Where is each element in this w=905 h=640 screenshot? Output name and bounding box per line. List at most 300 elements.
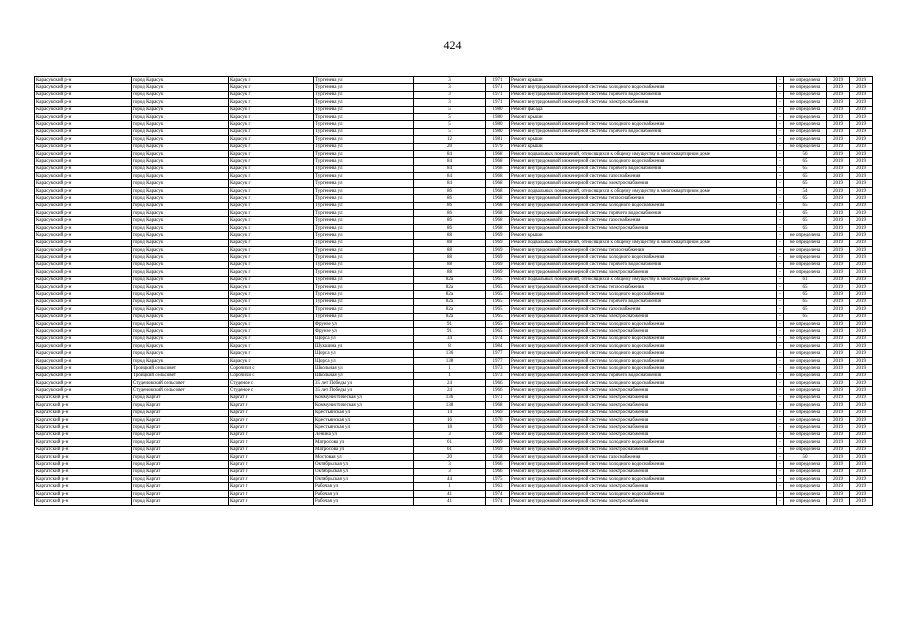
end-year-cell: 2019 (850, 187, 873, 194)
end-year-cell: 2019 (850, 276, 873, 283)
start-year-cell: 2019 (827, 372, 850, 379)
table-row (35, 210, 873, 217)
house-number-cell: 3 (414, 468, 486, 475)
year-built-cell: 1984 (486, 343, 510, 350)
municipality-cell: город Карасук (132, 91, 229, 98)
cost-cell: не определена (784, 380, 827, 387)
settlement-cell: Каргат г (229, 468, 314, 475)
dash-cell: - (777, 283, 784, 290)
district-cell: Карасукский р-н (35, 202, 132, 209)
settlement-cell: Карасук г (229, 357, 314, 364)
settlement-cell: Карасук г (229, 232, 314, 239)
end-year-cell: 2019 (850, 306, 873, 313)
year-built-cell: 1968 (486, 165, 510, 172)
start-year-cell: 2019 (827, 99, 850, 106)
start-year-cell: 2019 (827, 239, 850, 246)
district-cell: Карасукский р-н (35, 121, 132, 128)
municipality-cell: город Карасук (132, 84, 229, 91)
cost-cell: не определена (784, 269, 827, 276)
start-year-cell: 2019 (827, 483, 850, 490)
end-year-cell: 2019 (850, 335, 873, 342)
settlement-cell: Карасук г (229, 77, 314, 84)
cost-cell: 65 (784, 217, 827, 224)
municipality-cell: город Карасук (132, 343, 229, 350)
table-row (35, 187, 873, 194)
table-row (35, 306, 873, 313)
start-year-cell: 2019 (827, 261, 850, 268)
work-type-cell: Ремонт внутридомовой инженерной системы электроснабжения (510, 99, 777, 106)
settlement-cell: Каргат г (229, 453, 314, 460)
street-cell: Тургенева ул (314, 239, 414, 246)
year-built-cell: 1981 (486, 136, 510, 143)
settlement-cell: Карасук г (229, 261, 314, 268)
end-year-cell: 2019 (850, 380, 873, 387)
start-year-cell: 2019 (827, 468, 850, 475)
settlement-cell: Карасук г (229, 136, 314, 143)
house-number-cell: 1 (414, 483, 486, 490)
work-type-cell: Ремонт внутридомовой инженерной системы электроснабжения (510, 409, 777, 416)
start-year-cell: 2019 (827, 210, 850, 217)
work-type-cell: Ремонт крыши (510, 113, 777, 120)
house-number-cell: 82а (414, 298, 486, 305)
dash-cell: - (777, 424, 784, 431)
work-type-cell: Ремонт внутридомовой инженерной системы теплоснабжения (510, 283, 777, 290)
year-built-cell: 1979 (486, 143, 510, 150)
work-type-cell: Ремонт внутридомовой инженерной системы холодного водоснабжения (510, 335, 777, 342)
municipality-cell: город Карасук (132, 350, 229, 357)
table-row (35, 453, 873, 460)
dash-cell: - (777, 77, 784, 84)
house-number-cell: 88 (414, 261, 486, 268)
page-number: 424 (443, 38, 462, 52)
dash-cell: - (777, 453, 784, 460)
district-cell: Карасукский р-н (35, 372, 132, 379)
street-cell: Тургенева ул (314, 158, 414, 165)
dash-cell: - (777, 113, 784, 120)
settlement-cell: Каргат г (229, 483, 314, 490)
street-cell: Рабочая ул (314, 498, 414, 505)
cost-cell: не определена (784, 365, 827, 372)
end-year-cell: 2019 (850, 431, 873, 438)
start-year-cell: 2019 (827, 254, 850, 261)
start-year-cell: 2019 (827, 402, 850, 409)
start-year-cell: 2019 (827, 328, 850, 335)
street-cell: Шукшина ул (314, 343, 414, 350)
start-year-cell: 2019 (827, 387, 850, 394)
table-row (35, 173, 873, 180)
work-type-cell: Ремонт внутридомовой инженерной системы электроснабжения (510, 387, 777, 394)
end-year-cell: 2019 (850, 439, 873, 446)
settlement-cell: Карасук г (229, 173, 314, 180)
dash-cell: - (777, 313, 784, 320)
street-cell: Тургенева ул (314, 84, 414, 91)
settlement-cell: Каргат г (229, 394, 314, 401)
dash-cell: - (777, 439, 784, 446)
work-type-cell: Ремонт внутридомовой инженерной системы электроснабжения (510, 431, 777, 438)
start-year-cell: 2019 (827, 350, 850, 357)
table-row (35, 106, 873, 113)
work-type-cell: Ремонт подвальных помещений, относящихся к общему имуществу в многоквартирном доме (510, 239, 777, 246)
settlement-cell: Карасук г (229, 84, 314, 91)
work-type-cell: Ремонт внутридомовой инженерной системы горячего водоснабжения (510, 91, 777, 98)
street-cell: Тургенева ул (314, 143, 414, 150)
start-year-cell: 2019 (827, 283, 850, 290)
municipality-cell: город Карасук (132, 313, 229, 320)
house-number-cell: 3 (414, 77, 486, 84)
settlement-cell: Каргат г (229, 461, 314, 468)
settlement-cell: Карасук г (229, 269, 314, 276)
house-number-cell: 24 (414, 380, 486, 387)
dash-cell: - (777, 402, 784, 409)
municipality-cell: город Карасук (132, 239, 229, 246)
work-type-cell: Ремонт внутридомовой инженерной системы электроснабжения (510, 328, 777, 335)
work-type-cell: Ремонт внутридомовой инженерной системы холодного водоснабжения (510, 320, 777, 327)
table-row (35, 439, 873, 446)
table-row (35, 195, 873, 202)
dash-cell: - (777, 350, 784, 357)
district-cell: Карасукский р-н (35, 357, 132, 364)
dash-cell: - (777, 365, 784, 372)
cost-cell: не определена (784, 136, 827, 143)
cost-cell: 65 (784, 313, 827, 320)
municipality-cell: город Каргат (132, 424, 229, 431)
start-year-cell: 2019 (827, 165, 850, 172)
table-row (35, 128, 873, 135)
house-number-cell: 82а (414, 313, 486, 320)
table-row (35, 121, 873, 128)
work-type-cell: Ремонт внутридомовой инженерной системы электроснабжения (510, 483, 777, 490)
municipality-cell: город Карасук (132, 173, 229, 180)
start-year-cell: 2019 (827, 158, 850, 165)
district-cell: Карасукский р-н (35, 165, 132, 172)
cost-cell: не определена (784, 239, 827, 246)
end-year-cell: 2019 (850, 365, 873, 372)
year-built-cell: 1980 (486, 121, 510, 128)
municipality-cell: город Карасук (132, 187, 229, 194)
house-number-cell: 138 (414, 402, 486, 409)
year-built-cell: 1958 (486, 453, 510, 460)
house-number-cell: 91 (414, 320, 486, 327)
table-row (35, 402, 873, 409)
year-built-cell: 1966 (486, 468, 510, 475)
municipality-cell: город Карасук (132, 328, 229, 335)
house-number-cell: 61 (414, 446, 486, 453)
settlement-cell: Студеное с (229, 380, 314, 387)
dash-cell: - (777, 121, 784, 128)
street-cell: Крестьянская ул (314, 416, 414, 423)
cost-cell: не определена (784, 343, 827, 350)
municipality-cell: город Карасук (132, 306, 229, 313)
street-cell: Школьная ул (314, 365, 414, 372)
street-cell: Тургенева ул (314, 150, 414, 157)
start-year-cell: 2019 (827, 490, 850, 497)
dash-cell: - (777, 143, 784, 150)
dash-cell: - (777, 335, 784, 342)
year-built-cell: 1968 (486, 431, 510, 438)
table-row (35, 143, 873, 150)
settlement-cell: Карасук г (229, 143, 314, 150)
street-cell: Тургенева ул (314, 283, 414, 290)
house-number-cell: 86 (414, 217, 486, 224)
end-year-cell: 2019 (850, 468, 873, 475)
district-cell: Карасукский р-н (35, 387, 132, 394)
house-number-cell: 1 (414, 372, 486, 379)
end-year-cell: 2019 (850, 394, 873, 401)
start-year-cell: 2019 (827, 320, 850, 327)
end-year-cell: 2019 (850, 291, 873, 298)
settlement-cell: Карасук г (229, 217, 314, 224)
settlement-cell: Карасук г (229, 239, 314, 246)
cost-cell: не определена (784, 128, 827, 135)
work-type-cell: Ремонт крыши (510, 143, 777, 150)
work-type-cell: Ремонт внутридомовой инженерной системы горячего водоснабжения (510, 128, 777, 135)
dash-cell: - (777, 409, 784, 416)
settlement-cell: Каргат г (229, 424, 314, 431)
work-type-cell: Ремонт внутридомовой инженерной системы холодного водоснабжения (510, 343, 777, 350)
settlement-cell: Карасук г (229, 99, 314, 106)
table-row (35, 416, 873, 423)
year-built-cell: 1966 (486, 380, 510, 387)
work-type-cell: Ремонт внутридомовой инженерной системы холодного водоснабжения (510, 357, 777, 364)
start-year-cell: 2019 (827, 461, 850, 468)
dash-cell: - (777, 380, 784, 387)
work-type-cell: Ремонт внутридомовой инженерной системы газоснабжения (510, 217, 777, 224)
municipality-cell: город Карасук (132, 261, 229, 268)
table-row (35, 365, 873, 372)
table-row (35, 298, 873, 305)
district-cell: Каргатский р-н (35, 394, 132, 401)
house-number-cell: 86 (414, 202, 486, 209)
dash-cell: - (777, 476, 784, 483)
end-year-cell: 2019 (850, 409, 873, 416)
start-year-cell: 2019 (827, 498, 850, 505)
settlement-cell: Каргат г (229, 446, 314, 453)
street-cell: Октябрьская ул (314, 476, 414, 483)
start-year-cell: 2019 (827, 180, 850, 187)
end-year-cell: 2019 (850, 372, 873, 379)
dash-cell: - (777, 276, 784, 283)
work-type-cell: Ремонт внутридомовой инженерной системы горячего водоснабжения (510, 298, 777, 305)
municipality-cell: город Каргат (132, 490, 229, 497)
year-built-cell: 1980 (486, 106, 510, 113)
work-type-cell: Ремонт внутридомовой инженерной системы холодного водоснабжения (510, 158, 777, 165)
municipality-cell: город Каргат (132, 446, 229, 453)
dash-cell: - (777, 416, 784, 423)
settlement-cell: Карасук г (229, 328, 314, 335)
municipality-cell: город Карасук (132, 143, 229, 150)
cost-cell: не определена (784, 84, 827, 91)
municipality-cell: город Карасук (132, 202, 229, 209)
cost-cell: не определена (784, 121, 827, 128)
year-built-cell: 1969 (486, 239, 510, 246)
municipality-cell: город Каргат (132, 409, 229, 416)
settlement-cell: Карасук г (229, 158, 314, 165)
table-row (35, 424, 873, 431)
work-type-cell: Ремонт внутридомовой инженерной системы холодного водоснабжения (510, 365, 777, 372)
work-type-cell: Ремонт фасада (510, 106, 777, 113)
year-built-cell: 1965 (486, 306, 510, 313)
municipality-cell: город Карасук (132, 357, 229, 364)
settlement-cell: Каргат г (229, 431, 314, 438)
cost-cell: не определена (784, 261, 827, 268)
cost-cell: не определена (784, 387, 827, 394)
cost-cell: не определена (784, 254, 827, 261)
settlement-cell: Карасук г (229, 128, 314, 135)
district-cell: Карасукский р-н (35, 158, 132, 165)
dash-cell: - (777, 328, 784, 335)
district-cell: Карасукский р-н (35, 343, 132, 350)
dash-cell: - (777, 261, 784, 268)
house-number-cell: 138 (414, 357, 486, 364)
district-cell: Карасукский р-н (35, 261, 132, 268)
start-year-cell: 2019 (827, 106, 850, 113)
district-cell: Карасукский р-н (35, 283, 132, 290)
dash-cell: - (777, 246, 784, 253)
house-number-cell: 20 (414, 143, 486, 150)
end-year-cell: 2019 (850, 424, 873, 431)
municipality-cell: Троицкий сельсовет (132, 372, 229, 379)
table-row (35, 136, 873, 143)
cost-cell: 65 (784, 180, 827, 187)
house-number-cell: 82а (414, 306, 486, 313)
house-number-cell: 12 (414, 136, 486, 143)
cost-cell: не определена (784, 431, 827, 438)
settlement-cell: Каргат г (229, 416, 314, 423)
table-row (35, 180, 873, 187)
cost-cell: 65 (784, 158, 827, 165)
cost-cell: 65 (784, 165, 827, 172)
end-year-cell: 2019 (850, 210, 873, 217)
settlement-cell: Карасук г (229, 313, 314, 320)
end-year-cell: 2019 (850, 254, 873, 261)
year-built-cell: 1963 (486, 483, 510, 490)
end-year-cell: 2019 (850, 453, 873, 460)
start-year-cell: 2019 (827, 202, 850, 209)
municipality-cell: город Карасук (132, 320, 229, 327)
table-row (35, 350, 873, 357)
settlement-cell: Сорочихи с (229, 372, 314, 379)
house-number-cell: 44 (414, 476, 486, 483)
end-year-cell: 2019 (850, 298, 873, 305)
end-year-cell: 2019 (850, 165, 873, 172)
cost-cell: 54 (784, 187, 827, 194)
table-row (35, 99, 873, 106)
end-year-cell: 2019 (850, 232, 873, 239)
work-type-cell: Ремонт внутридомовой инженерной системы холодного водоснабжения (510, 291, 777, 298)
table-row (35, 291, 873, 298)
end-year-cell: 2019 (850, 91, 873, 98)
work-type-cell: Ремонт внутридомовой инженерной системы холодного водоснабжения (510, 121, 777, 128)
end-year-cell: 2019 (850, 461, 873, 468)
dash-cell: - (777, 298, 784, 305)
year-built-cell: 1968 (486, 224, 510, 231)
settlement-cell: Карасук г (229, 121, 314, 128)
municipality-cell: город Каргат (132, 476, 229, 483)
settlement-cell: Карасук г (229, 276, 314, 283)
dash-cell: - (777, 165, 784, 172)
work-type-cell: Ремонт внутридомовой инженерной системы газоснабжения (510, 453, 777, 460)
house-number-cell: 1 (414, 365, 486, 372)
year-built-cell: 1965 (486, 313, 510, 320)
table-row (35, 357, 873, 364)
year-built-cell: 1973 (486, 365, 510, 372)
district-cell: Карасукский р-н (35, 217, 132, 224)
start-year-cell: 2019 (827, 128, 850, 135)
district-cell: Карасукский р-н (35, 150, 132, 157)
dash-cell: - (777, 343, 784, 350)
street-cell: Щорса ул (314, 335, 414, 342)
year-built-cell: 1969 (486, 269, 510, 276)
year-built-cell: 1965 (486, 283, 510, 290)
end-year-cell: 2019 (850, 483, 873, 490)
start-year-cell: 2019 (827, 424, 850, 431)
street-cell: Тургенева ул (314, 128, 414, 135)
end-year-cell: 2019 (850, 195, 873, 202)
dash-cell: - (777, 99, 784, 106)
district-cell: Карасукский р-н (35, 365, 132, 372)
house-number-cell: 24 (414, 387, 486, 394)
start-year-cell: 2019 (827, 232, 850, 239)
district-cell: Карасукский р-н (35, 276, 132, 283)
settlement-cell: Карасук г (229, 165, 314, 172)
work-type-cell: Ремонт внутридомовой инженерной системы теплоснабжения (510, 195, 777, 202)
house-number-cell: 82а (414, 283, 486, 290)
year-built-cell: 1977 (486, 350, 510, 357)
start-year-cell: 2019 (827, 224, 850, 231)
table-row (35, 165, 873, 172)
street-cell: 35 лет Победы ул (314, 380, 414, 387)
district-cell: Карасукский р-н (35, 350, 132, 357)
start-year-cell: 2019 (827, 343, 850, 350)
year-built-cell: 1980 (486, 113, 510, 120)
street-cell: Тургенева ул (314, 232, 414, 239)
capital-repair-table (34, 76, 873, 506)
house-number-cell: 84 (414, 180, 486, 187)
year-built-cell: 1969 (486, 424, 510, 431)
municipality-cell: город Карасук (132, 217, 229, 224)
start-year-cell: 2019 (827, 173, 850, 180)
start-year-cell: 2019 (827, 187, 850, 194)
work-type-cell: Ремонт внутридомовой инженерной системы электроснабжения (510, 402, 777, 409)
street-cell: Октябрьская ул (314, 461, 414, 468)
street-cell: Крестьянская ул (314, 409, 414, 416)
district-cell: Каргатский р-н (35, 461, 132, 468)
district-cell: Карасукский р-н (35, 99, 132, 106)
district-cell: Каргатский р-н (35, 424, 132, 431)
district-cell: Карасукский р-н (35, 232, 132, 239)
end-year-cell: 2019 (850, 328, 873, 335)
house-number-cell: 88 (414, 269, 486, 276)
settlement-cell: Карасук г (229, 224, 314, 231)
end-year-cell: 2019 (850, 446, 873, 453)
street-cell: Тургенева ул (314, 246, 414, 253)
settlement-cell: Карасук г (229, 113, 314, 120)
cost-cell: не определена (784, 143, 827, 150)
dash-cell: - (777, 210, 784, 217)
settlement-cell: Карасук г (229, 298, 314, 305)
municipality-cell: город Карасук (132, 136, 229, 143)
year-built-cell: 1974 (486, 335, 510, 342)
end-year-cell: 2019 (850, 498, 873, 505)
year-built-cell: 1971 (486, 84, 510, 91)
end-year-cell: 2019 (850, 217, 873, 224)
street-cell: Тургенева ул (314, 91, 414, 98)
municipality-cell: город Каргат (132, 498, 229, 505)
start-year-cell: 2019 (827, 409, 850, 416)
work-type-cell: Ремонт крыши (510, 232, 777, 239)
table-row (35, 254, 873, 261)
street-cell: Фрунзе ул (314, 328, 414, 335)
